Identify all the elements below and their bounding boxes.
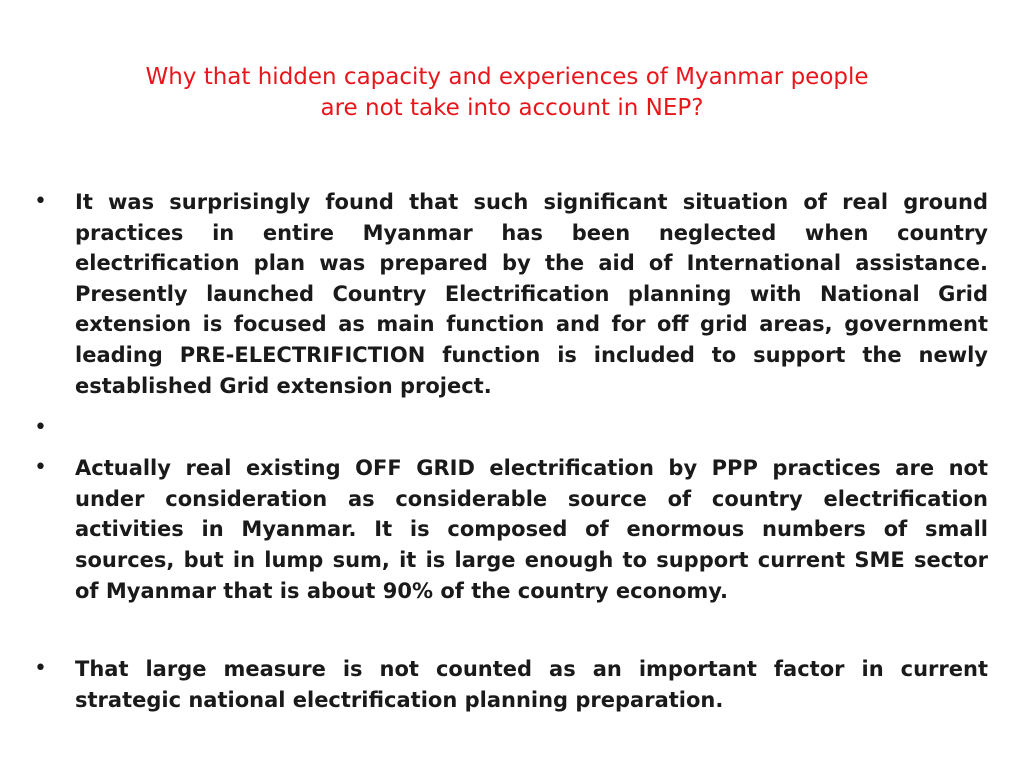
- bullet-item-3: [32, 453, 988, 606]
- slide-title: [0, 62, 1024, 124]
- bullet-item-2-empty: [32, 413, 988, 447]
- bullet-item-1: [32, 187, 988, 401]
- bullet-text-4: That large measure is not counted as an important factor in current strategic national electrification planning preparation.: [75, 657, 988, 712]
- bullet-list: [32, 187, 988, 715]
- bullet-dot-icon: •: [34, 656, 47, 682]
- bullet-item-4: [32, 654, 988, 715]
- slide-title-line-1: Why that hidden capacity and experiences of Myanmar people: [145, 64, 869, 90]
- bullet-dot-icon: •: [34, 189, 47, 214]
- bullet-dot-icon: •: [34, 415, 47, 441]
- slide-title-line-2: are not take into account in NEP?: [320, 95, 704, 121]
- bullet-dot-icon: •: [34, 455, 47, 481]
- bullet-text-3: Actually real existing OFF GRID electrification by PPP practices are not under consideration as considerable source of country electrification activities in Myanmar. It is composed of enormous numbers of small sources, but in lump sum, it is large enough to support current SME sector of Myanmar that is about 90% of the country economy.: [75, 456, 988, 603]
- bullet-text-1: It was surprisingly found that such significant situation of real ground practices in entire Myanmar has been neglected when country electrification plan was prepared by the aid of International assistance. Presently launched Country Electrification planning with National Grid extension is focused as main function and for off grid areas, government leading PRE-ELECTRIFICTION function is included to support the newly established Grid extension project.: [75, 190, 988, 398]
